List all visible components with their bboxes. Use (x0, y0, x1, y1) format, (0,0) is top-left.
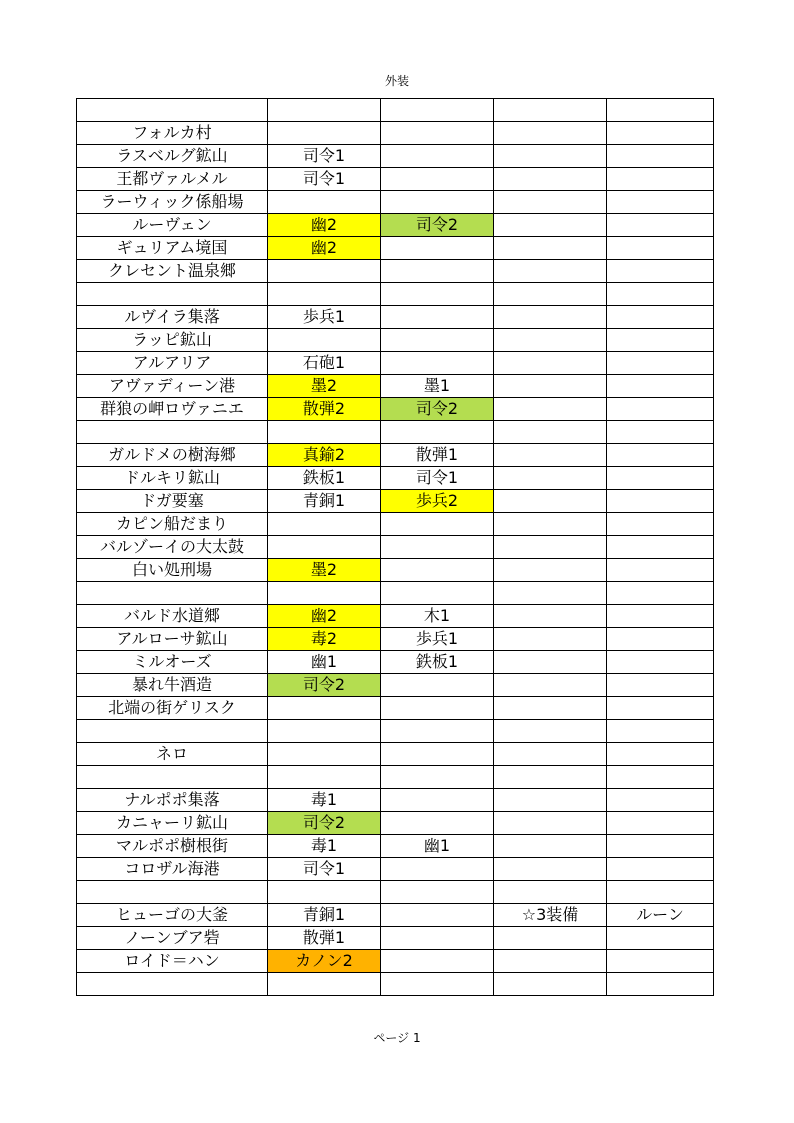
table-row (77, 559, 714, 582)
material-cell: 司令1 (268, 858, 381, 881)
material-cell (607, 858, 714, 881)
table-row (77, 628, 714, 651)
material-cell (494, 720, 607, 743)
material-cell (268, 881, 381, 904)
table-row (77, 283, 714, 306)
material-cell (607, 214, 714, 237)
material-cell (268, 720, 381, 743)
material-cell (607, 559, 714, 582)
material-cell (494, 628, 607, 651)
material-cell (268, 421, 381, 444)
material-cell: ☆3装備 (494, 904, 607, 927)
location-cell (77, 766, 268, 789)
material-cell (607, 467, 714, 490)
material-cell (381, 536, 494, 559)
material-cell: 司令2 (268, 812, 381, 835)
material-cell: 墨2 (268, 375, 381, 398)
table-row (77, 306, 714, 329)
location-cell: バルド水道郷 (77, 605, 268, 628)
table-row (77, 536, 714, 559)
material-cell (268, 513, 381, 536)
material-cell (607, 283, 714, 306)
material-cell (381, 789, 494, 812)
material-cell (607, 352, 714, 375)
material-cell (268, 329, 381, 352)
location-cell: ロイド＝ハン (77, 950, 268, 973)
location-cell: コロザル海港 (77, 858, 268, 881)
location-cell: ラーウィック係船場 (77, 191, 268, 214)
location-cell: アヴァディーン港 (77, 375, 268, 398)
material-cell (381, 812, 494, 835)
material-cell: 歩兵1 (268, 306, 381, 329)
material-cell (494, 398, 607, 421)
table-row (77, 490, 714, 513)
material-cell (494, 513, 607, 536)
material-cell: 幽2 (268, 605, 381, 628)
material-cell (607, 536, 714, 559)
material-cell (381, 950, 494, 973)
material-cell (381, 674, 494, 697)
material-cell (381, 904, 494, 927)
material-cell: 墨1 (381, 375, 494, 398)
material-cell (268, 99, 381, 122)
table-row (77, 398, 714, 421)
table-row (77, 858, 714, 881)
material-cell (494, 927, 607, 950)
table-row (77, 881, 714, 904)
material-cell (607, 145, 714, 168)
table-row (77, 145, 714, 168)
material-cell (268, 260, 381, 283)
material-cell (607, 605, 714, 628)
material-cell (607, 375, 714, 398)
material-cell (607, 950, 714, 973)
material-cell (607, 168, 714, 191)
material-cell (494, 559, 607, 582)
material-cell (607, 329, 714, 352)
table-row (77, 812, 714, 835)
material-cell (607, 674, 714, 697)
material-cell (607, 122, 714, 145)
table-row (77, 168, 714, 191)
material-cell (268, 743, 381, 766)
location-cell (77, 720, 268, 743)
location-cell: 群狼の岬ロヴァニエ (77, 398, 268, 421)
material-cell: 幽2 (268, 214, 381, 237)
material-cell: 司令2 (381, 398, 494, 421)
table-row (77, 835, 714, 858)
material-cell: 鉄板1 (381, 651, 494, 674)
location-cell: カニャーリ鉱山 (77, 812, 268, 835)
material-cell (494, 812, 607, 835)
material-cell (494, 145, 607, 168)
material-cell (268, 191, 381, 214)
material-cell (268, 582, 381, 605)
table-row (77, 743, 714, 766)
location-cell: 暴れ牛酒造 (77, 674, 268, 697)
material-cell (381, 720, 494, 743)
table-row (77, 950, 714, 973)
table-row (77, 674, 714, 697)
data-table (76, 98, 714, 996)
material-cell: カノン2 (268, 950, 381, 973)
material-cell (494, 766, 607, 789)
material-cell (494, 582, 607, 605)
location-cell: アルローサ鉱山 (77, 628, 268, 651)
material-cell: 司令2 (381, 214, 494, 237)
table-row (77, 467, 714, 490)
material-cell (494, 237, 607, 260)
table-body (77, 99, 714, 996)
material-cell (494, 444, 607, 467)
location-cell: バルゾーイの大太鼓 (77, 536, 268, 559)
page-title: 外装 (384, 74, 409, 88)
table-row (77, 789, 714, 812)
material-cell: 青銅1 (268, 904, 381, 927)
material-cell (381, 927, 494, 950)
material-cell (494, 375, 607, 398)
location-cell: アルアリア (77, 352, 268, 375)
material-cell: 墨2 (268, 559, 381, 582)
material-cell (494, 421, 607, 444)
material-cell: 司令1 (268, 168, 381, 191)
material-cell (381, 582, 494, 605)
material-cell (268, 283, 381, 306)
material-cell: 毒1 (268, 835, 381, 858)
material-cell: 毒2 (268, 628, 381, 651)
material-cell (494, 306, 607, 329)
material-cell (268, 122, 381, 145)
material-cell (607, 720, 714, 743)
material-cell: 鉄板1 (268, 467, 381, 490)
table-row (77, 973, 714, 996)
material-cell (607, 628, 714, 651)
location-cell: ルーヴェン (77, 214, 268, 237)
material-cell (607, 421, 714, 444)
material-cell: 青銅1 (268, 490, 381, 513)
table-row (77, 375, 714, 398)
material-cell (494, 99, 607, 122)
material-cell: 毒1 (268, 789, 381, 812)
table-row (77, 904, 714, 927)
material-cell (607, 743, 714, 766)
location-cell: ギュリアム境国 (77, 237, 268, 260)
location-cell (77, 881, 268, 904)
material-cell (381, 145, 494, 168)
table-row (77, 99, 714, 122)
material-cell (381, 973, 494, 996)
material-cell (381, 697, 494, 720)
material-cell (607, 881, 714, 904)
material-cell: 司令2 (268, 674, 381, 697)
table-row (77, 766, 714, 789)
table-row (77, 513, 714, 536)
material-cell (607, 490, 714, 513)
location-cell: ミルオーズ (77, 651, 268, 674)
page-number: ページ 1 (373, 1031, 421, 1045)
location-cell (77, 973, 268, 996)
material-cell: 石砲1 (268, 352, 381, 375)
material-cell (607, 99, 714, 122)
location-cell: ラスベルグ鉱山 (77, 145, 268, 168)
material-cell: 幽1 (381, 835, 494, 858)
material-cell (607, 582, 714, 605)
material-cell (381, 260, 494, 283)
material-cell (494, 329, 607, 352)
material-cell (268, 536, 381, 559)
material-cell (494, 260, 607, 283)
material-cell (268, 766, 381, 789)
material-cell (494, 674, 607, 697)
material-cell (381, 513, 494, 536)
material-cell (607, 812, 714, 835)
material-cell (607, 789, 714, 812)
location-cell: ネロ (77, 743, 268, 766)
material-cell: 木1 (381, 605, 494, 628)
material-cell: 散弾2 (268, 398, 381, 421)
material-cell (381, 858, 494, 881)
material-cell (607, 513, 714, 536)
location-cell: ルヴイラ集落 (77, 306, 268, 329)
material-cell (494, 467, 607, 490)
location-cell: ドガ要塞 (77, 490, 268, 513)
material-cell (381, 283, 494, 306)
material-cell (607, 766, 714, 789)
table-row (77, 237, 714, 260)
table-row (77, 421, 714, 444)
material-cell (381, 559, 494, 582)
material-cell (494, 283, 607, 306)
material-cell (381, 352, 494, 375)
material-cell (494, 536, 607, 559)
material-cell (381, 168, 494, 191)
location-cell (77, 283, 268, 306)
material-cell (268, 973, 381, 996)
material-cell (607, 651, 714, 674)
material-cell (381, 421, 494, 444)
material-cell (381, 743, 494, 766)
material-cell (494, 352, 607, 375)
table-row (77, 651, 714, 674)
location-cell: ナルポポ集落 (77, 789, 268, 812)
material-cell (607, 927, 714, 950)
material-cell: 歩兵2 (381, 490, 494, 513)
location-cell (77, 421, 268, 444)
location-cell: ガルドメの樹海郷 (77, 444, 268, 467)
material-cell: 司令1 (268, 145, 381, 168)
table-row (77, 191, 714, 214)
material-cell (494, 973, 607, 996)
material-cell (494, 858, 607, 881)
material-cell (494, 122, 607, 145)
location-cell: クレセント温泉郷 (77, 260, 268, 283)
location-cell (77, 99, 268, 122)
location-cell: 王都ヴァルメル (77, 168, 268, 191)
material-cell: 幽1 (268, 651, 381, 674)
table-row (77, 927, 714, 950)
material-cell (607, 835, 714, 858)
location-cell: ドルキリ鉱山 (77, 467, 268, 490)
material-cell: 幽2 (268, 237, 381, 260)
material-cell (381, 191, 494, 214)
material-cell: 歩兵1 (381, 628, 494, 651)
table-row (77, 329, 714, 352)
material-cell (381, 881, 494, 904)
location-cell: ヒューゴの大釜 (77, 904, 268, 927)
material-cell (381, 122, 494, 145)
material-cell: 真鍮2 (268, 444, 381, 467)
material-cell (607, 306, 714, 329)
material-cell (494, 743, 607, 766)
material-cell (607, 973, 714, 996)
table-row (77, 122, 714, 145)
table-row (77, 582, 714, 605)
material-cell: 散弾1 (268, 927, 381, 950)
table-row (77, 214, 714, 237)
material-cell (607, 191, 714, 214)
material-cell (607, 237, 714, 260)
material-cell (494, 214, 607, 237)
material-cell (268, 697, 381, 720)
material-cell (607, 260, 714, 283)
material-cell (381, 99, 494, 122)
location-cell (77, 582, 268, 605)
table-row (77, 260, 714, 283)
location-cell: ノーンブア砦 (77, 927, 268, 950)
table-row (77, 444, 714, 467)
material-cell (381, 237, 494, 260)
material-cell (607, 697, 714, 720)
material-cell (494, 191, 607, 214)
material-cell (494, 789, 607, 812)
material-cell (381, 766, 494, 789)
table-row (77, 605, 714, 628)
location-cell: カピン船だまり (77, 513, 268, 536)
material-cell (494, 881, 607, 904)
material-cell (494, 168, 607, 191)
location-cell: 白い処刑場 (77, 559, 268, 582)
location-cell: 北端の街ゲリスク (77, 697, 268, 720)
material-cell (607, 398, 714, 421)
material-cell (494, 490, 607, 513)
material-cell: 散弾1 (381, 444, 494, 467)
material-cell (494, 651, 607, 674)
material-cell (381, 329, 494, 352)
table-row (77, 697, 714, 720)
material-cell: 司令1 (381, 467, 494, 490)
material-cell (607, 444, 714, 467)
table-row (77, 352, 714, 375)
material-cell (494, 950, 607, 973)
material-cell: ルーン (607, 904, 714, 927)
table-row (77, 720, 714, 743)
material-cell (494, 605, 607, 628)
location-cell: フォルカ村 (77, 122, 268, 145)
material-cell (494, 835, 607, 858)
location-cell: ラッピ鉱山 (77, 329, 268, 352)
material-cell (494, 697, 607, 720)
material-cell (381, 306, 494, 329)
location-cell: マルポポ樹根街 (77, 835, 268, 858)
